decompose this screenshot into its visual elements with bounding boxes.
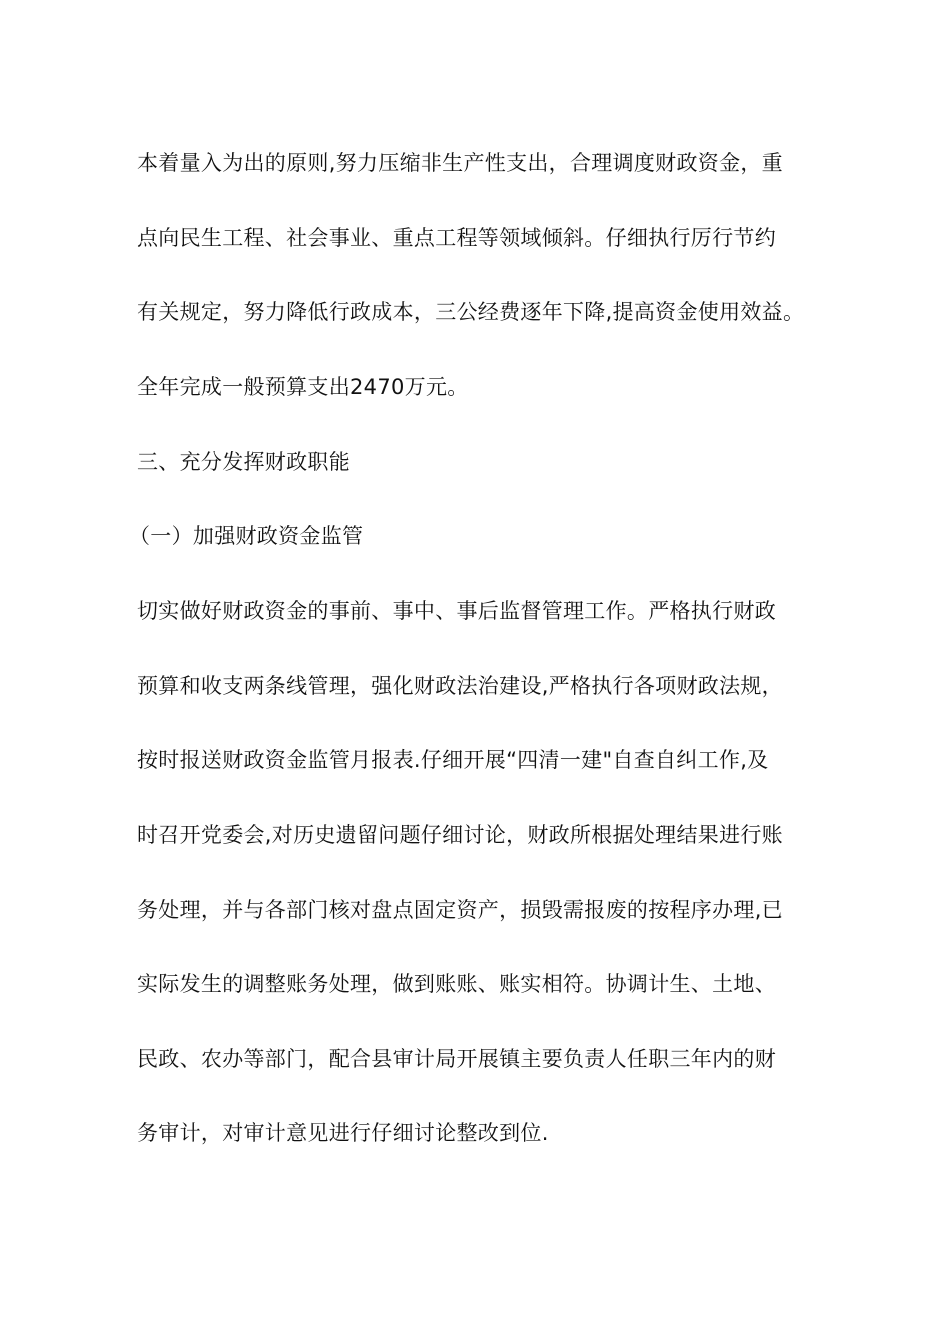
paragraph-line: 本着量入为出的原则,努力压缩非生产性支出，合理调度财政资金，重 [137, 151, 783, 175]
paragraph-line: 时召开党委会,对历史遗留问题仔细讨论，财政所根据处理结果进行账 [137, 823, 783, 847]
paragraph-line: 切实做好财政资金的事前、事中、事后监督管理工作。严格执行财政 [137, 599, 776, 623]
paragraph-line: 务审计，对审计意见进行仔细讨论整改到位. [137, 1121, 549, 1145]
paragraph-line: 有关规定，努力降低行政成本，三公经费逐年下降,提高资金使用效益。 [137, 300, 805, 324]
paragraph-line: 民政、农办等部门，配合县审计局开展镇主要负责人任职三年内的财 [137, 1047, 776, 1071]
paragraph-line: 预算和收支两条线管理，强化财政法治建设,严格执行各项财政法规， [137, 674, 783, 698]
paragraph-line: 点向民生工程、社会事业、重点工程等领域倾斜。仔细执行厉行节约 [137, 226, 776, 250]
paragraph-line: 按时报送财政资金监管月报表.仔细开展“四清一建"自查自纠工作,及 [137, 748, 769, 772]
paragraph-line: 务处理，并与各部门核对盘点固定资产，损毁需报废的按程序办理,已 [137, 898, 783, 922]
paragraph-line: 全年完成一般预算支出2470万元。 [137, 375, 469, 399]
paragraph-line: 实际发生的调整账务处理，做到账账、账实相符。协调计生、土地、 [137, 972, 776, 996]
section-heading: 三、充分发挥财政职能 [137, 450, 350, 474]
subsection-heading: （一）加强财政资金监管 [129, 524, 364, 548]
